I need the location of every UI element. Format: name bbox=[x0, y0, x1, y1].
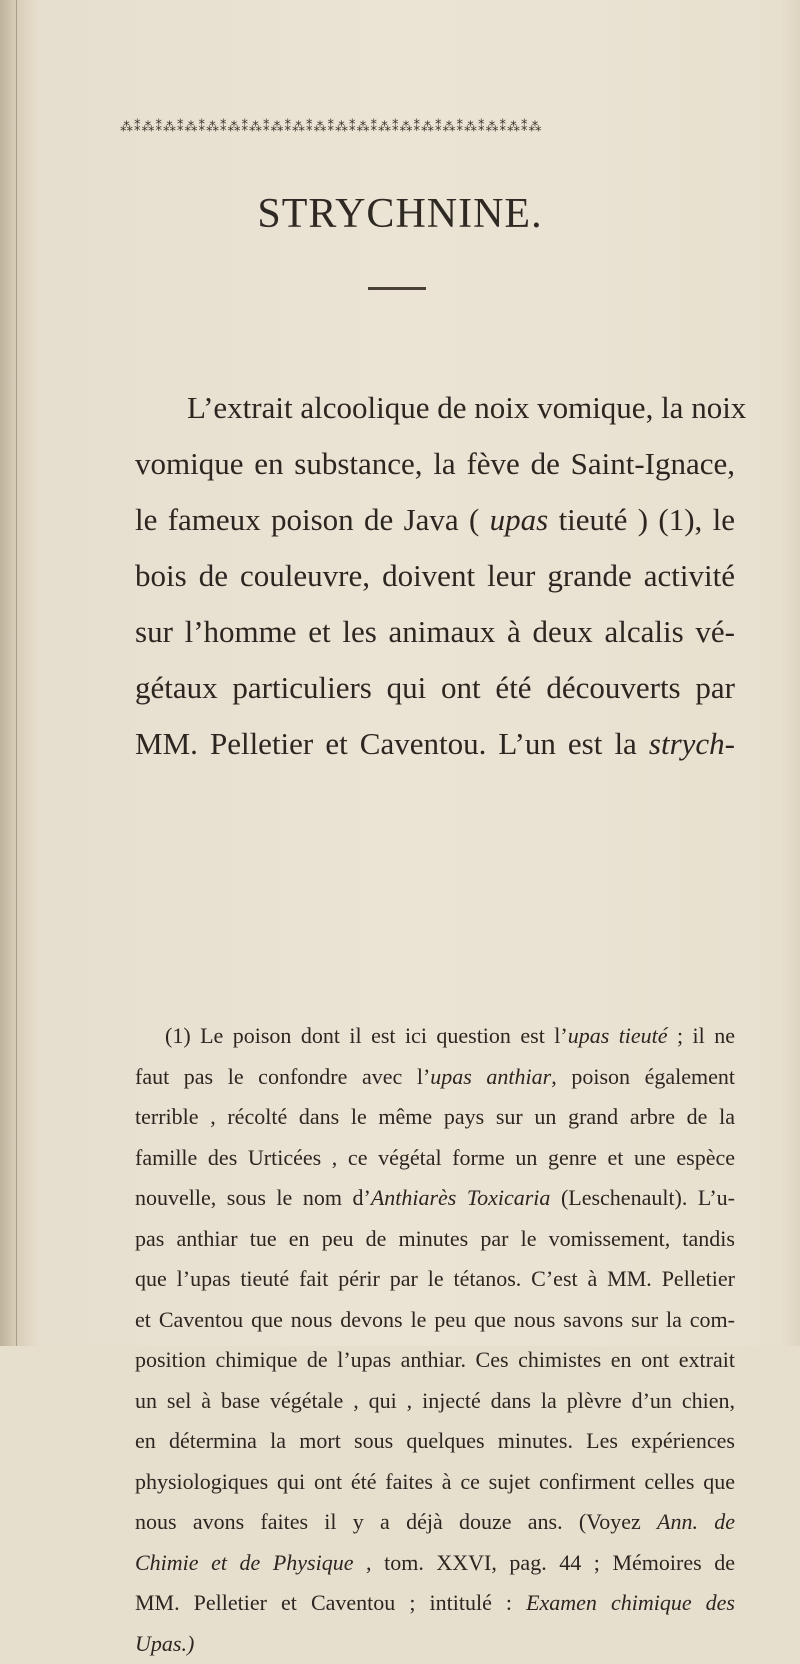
main-line: vomique en substance, la fève de Saint-Ignace, bbox=[135, 436, 735, 492]
footnote-line: terrible , récolté dans le même pays sur un grand arbre de la bbox=[135, 1097, 735, 1138]
footnote-line: nouvelle, sous le nom d’Anthiarès Toxicaria (Leschenault). L’u- bbox=[135, 1178, 735, 1219]
footnote-line: position chimique de l’upas anthiar. Ces chimistes en ont extrait bbox=[135, 1340, 735, 1381]
footnote-line: nous avons faites il y a déjà douze ans. (Voyez Ann. de bbox=[135, 1502, 735, 1543]
footnote-line: pas anthiar tue en peu de minutes par le vomissement, tandis bbox=[135, 1219, 735, 1260]
footnote-line: que l’upas tieuté fait périr par le tétanos. C’est à MM. Pelletier bbox=[135, 1259, 735, 1300]
main-line: L’extrait alcoolique de noix vomique, la noix bbox=[135, 380, 735, 436]
footnote-line: Chimie et de Physique , tom. XXVI, pag. 44 ; Mémoires de bbox=[135, 1543, 735, 1584]
main-line: gétaux particuliers qui ont été découverts par bbox=[135, 660, 735, 716]
footnote-line: famille des Urticées , ce végétal forme un genre et une espèce bbox=[135, 1138, 735, 1179]
main-line: sur l’homme et les animaux à deux alcalis vé- bbox=[135, 604, 735, 660]
title-rule-divider bbox=[368, 287, 426, 290]
footnote bbox=[135, 1016, 735, 1664]
footnote-line: (1) Le poison dont il est ici question est l’upas tieuté ; il ne bbox=[135, 1016, 735, 1057]
footnote-line: en détermina la mort sous quelques minutes. Les expériences bbox=[135, 1421, 735, 1462]
main-line-text: MM. Pelletier et Caventou. L’un est la strych- bbox=[135, 726, 735, 761]
footnote-line: MM. Pelletier et Caventou ; intitulé : Examen chimique des bbox=[135, 1583, 735, 1624]
footnote-line: et Caventou que nous devons le peu que nous savons sur la com- bbox=[135, 1300, 735, 1341]
header-ornament-band bbox=[120, 118, 680, 136]
footnote-line: un sel à base végétale , qui , injecté dans la plèvre d’un chien, bbox=[135, 1381, 735, 1422]
footnote-line: physiologiques qui ont été faites à ce sujet confirment celles que bbox=[135, 1462, 735, 1503]
main-line bbox=[135, 492, 735, 548]
main-line bbox=[135, 716, 735, 772]
main-paragraph bbox=[135, 380, 735, 772]
ornament-text: ⁂⁑⁂⁑⁂⁑⁂⁑⁂⁑⁂⁑⁂⁑⁂⁑⁂⁑⁂⁑⁂⁑⁂⁑⁂⁑⁂⁑⁂⁑⁂⁑⁂⁑⁂⁑⁂⁑⁂ bbox=[120, 120, 543, 135]
main-line: bois de couleuvre, doivent leur grande activité bbox=[135, 548, 735, 604]
page-title: STRYCHNINE. bbox=[0, 190, 800, 238]
footnote-line: Upas.) bbox=[135, 1624, 735, 1664]
main-line-text: le fameux poison de Java ( upas tieuté ) (1), le bbox=[135, 502, 735, 537]
footnote-line: faut pas le confondre avec l’upas anthiar, poison également bbox=[135, 1057, 735, 1098]
